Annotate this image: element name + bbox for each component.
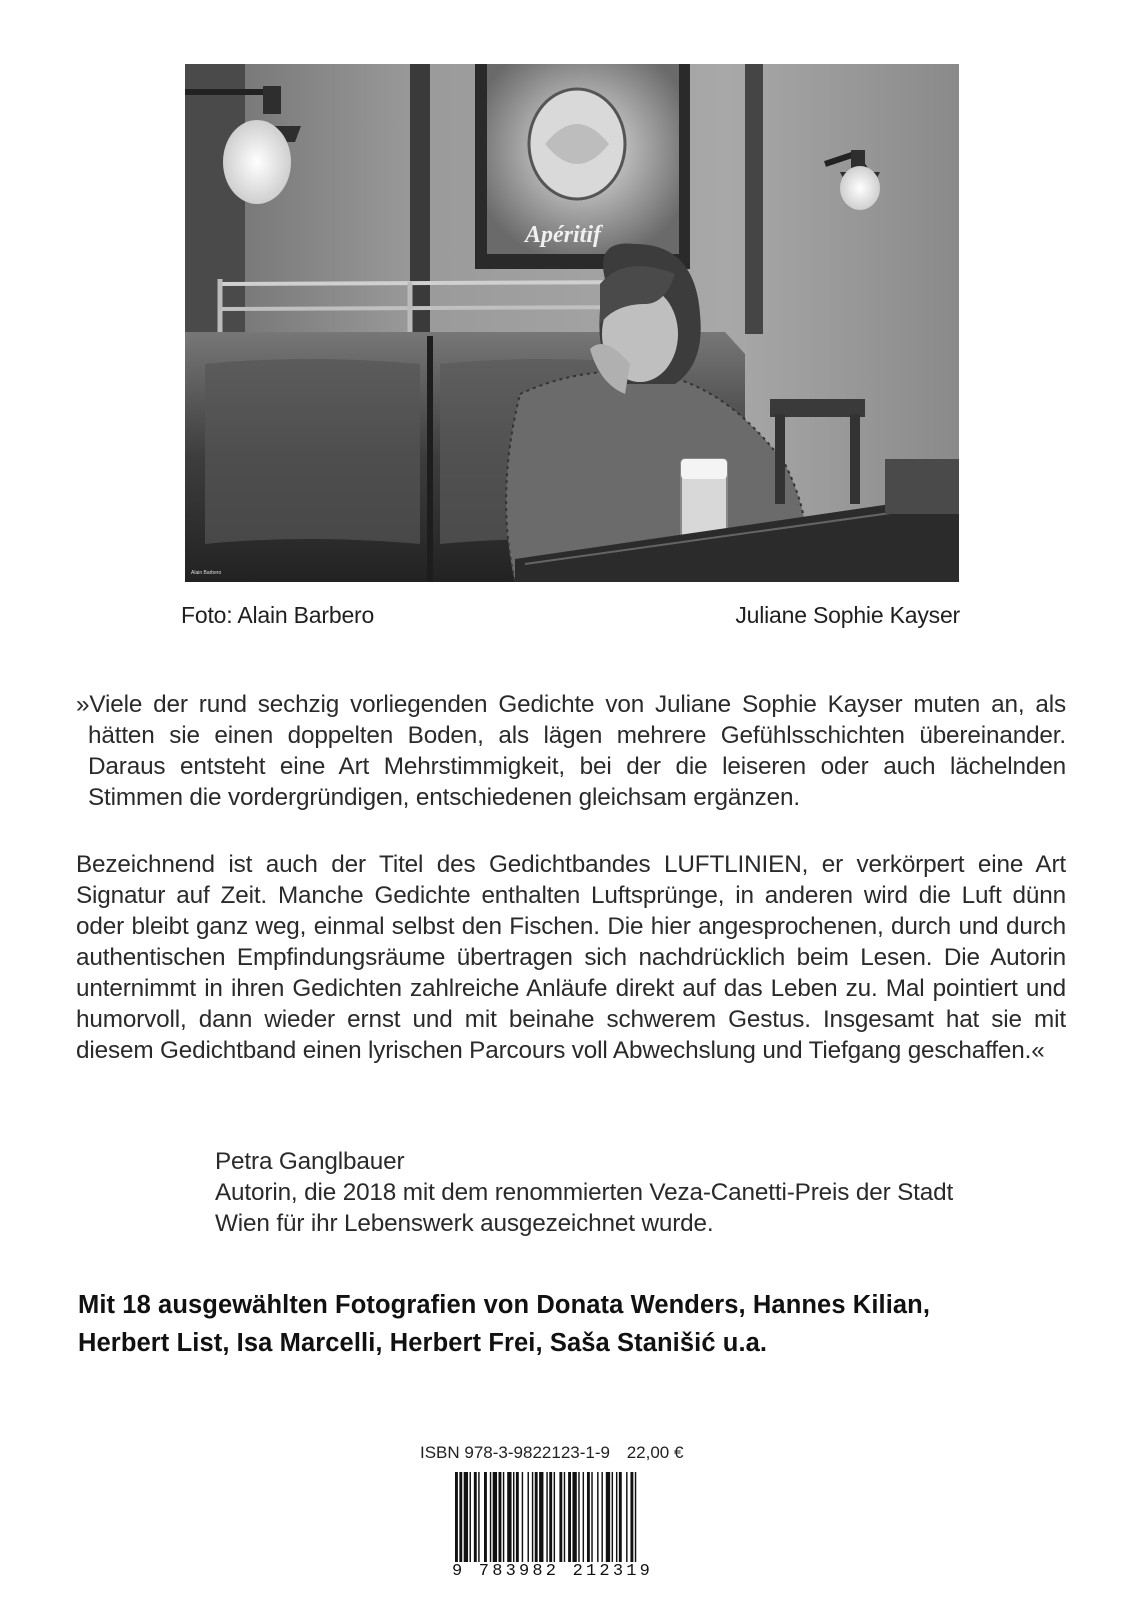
photographer-mark: Alain Barbero (191, 570, 222, 576)
barcode-bar (503, 1472, 504, 1572)
quote-paragraph-2: Bezeichnend ist auch der Titel des Gedichtbandes LUFTLINIEN, er verkörpert eine Art Signatur auf Zeit. Manche Gedichte enthalten Luftsprünge, in anderen wird die Luft dünn oder bleibt ganz weg, einmal selbst den Fischen. Die hier angesprochenen, durch und durch authentischen Empfindungsräume übertragen sich nachdrücklich beim Lesen. Die Autorin unternimmt in ihren Gedichten zahlreiche Anläufe direkt auf das Leben zu. Mal pointiert und humorvoll, dann wieder ernst und mit beinahe schwerem Gestus. Insgesamt hat sie mit diesem Gedichtband einen lyrischen Parcours voll Abwechslung und Tiefgang geschaffen.« (76, 851, 1066, 1064)
barcode-bar (568, 1472, 571, 1572)
barcode-bar (578, 1472, 579, 1572)
barcode-bar (587, 1472, 590, 1572)
barcode-bar (478, 1472, 479, 1572)
barcode-bar (597, 1472, 598, 1572)
barcode-bar (459, 1472, 462, 1572)
quote-paragraph-2-block (76, 849, 1066, 1066)
barcode-bar (626, 1472, 627, 1572)
barcode (455, 1472, 679, 1572)
author-photo-illustration (185, 64, 959, 582)
barcode-bar (522, 1472, 523, 1572)
photographers-note (78, 1286, 1078, 1362)
barcode-bar (559, 1472, 562, 1572)
barcode-bar (490, 1472, 491, 1572)
author-name-caption: Juliane Sophie Kayser (735, 602, 960, 628)
barcode-bar (499, 1472, 502, 1572)
barcode-bar (546, 1472, 547, 1572)
attribution-name: Petra Ganglbauer (215, 1148, 405, 1175)
barcode-bar (484, 1472, 487, 1572)
barcode-bar (535, 1472, 538, 1572)
barcode-bar (591, 1472, 592, 1572)
barcode-bar (635, 1472, 636, 1572)
barcode-bar (630, 1472, 633, 1572)
barcode-bar (539, 1472, 543, 1572)
quote-paragraph-1: »Viele der rund sechzig vorliegenden Gedichte von Juliane Sophie Kayser muten an, als hätten sie einen doppelten Boden, als lägen mehrere Gefühlsschichten übereinander. Daraus entsteht eine Art Mehrstimmigkeit, bei der die leiseren oder auch lächelnden Stimmen die vordergründigen, entschiedenen gleichsam ergänzen. (76, 691, 1066, 811)
barcode-bar (549, 1472, 552, 1572)
barcode-bar (583, 1472, 584, 1572)
barcode-bar (564, 1472, 565, 1572)
barcode-bar (616, 1472, 617, 1572)
barcode-bar (554, 1472, 555, 1572)
price: 22,00 € (626, 1443, 684, 1462)
barcode-bar (464, 1472, 468, 1572)
barcode-bar (470, 1472, 471, 1572)
barcode-bar (493, 1472, 497, 1572)
barcode-bar (606, 1472, 610, 1572)
photographers-note-line-2: Herbert List, Isa Marcelli, Herbert Frei, Saša Stanišić u.a. (78, 1329, 768, 1357)
barcode-bar (455, 1472, 458, 1572)
quote-attribution (215, 1146, 1065, 1239)
attribution-line-1: Autorin, die 2018 mit dem renommierten Veza-Canetti-Preis der Stadt (215, 1179, 954, 1206)
barcode-bar (612, 1472, 613, 1572)
attribution-line-2: Wien für ihr Lebenswerk ausgezeichnet wurde. (215, 1210, 714, 1237)
quote-paragraph-1-block (76, 689, 1066, 813)
barcode-bar (516, 1472, 519, 1572)
isbn-number: ISBN 978-3-9822123-1-9 (420, 1443, 610, 1462)
poster-text: Apéritif (525, 222, 601, 248)
isbn-price-line (420, 1443, 695, 1463)
barcode-bars (455, 1472, 679, 1572)
author-photo (185, 64, 959, 582)
barcode-bar (619, 1472, 622, 1572)
barcode-bar (513, 1472, 514, 1572)
barcode-bar (572, 1472, 576, 1572)
barcode-bar (528, 1472, 529, 1572)
barcode-bar (532, 1472, 533, 1572)
barcode-bar (507, 1472, 511, 1572)
barcode-bar (474, 1472, 477, 1572)
barcode-digits: 9 783982 212319 (452, 1562, 684, 1581)
barcode-bar (601, 1472, 602, 1572)
photo-credit: Foto: Alain Barbero (181, 602, 375, 628)
photographers-note-line-1: Mit 18 ausgewählten Fotografien von Donata Wenders, Hannes Kilian, (78, 1291, 931, 1319)
